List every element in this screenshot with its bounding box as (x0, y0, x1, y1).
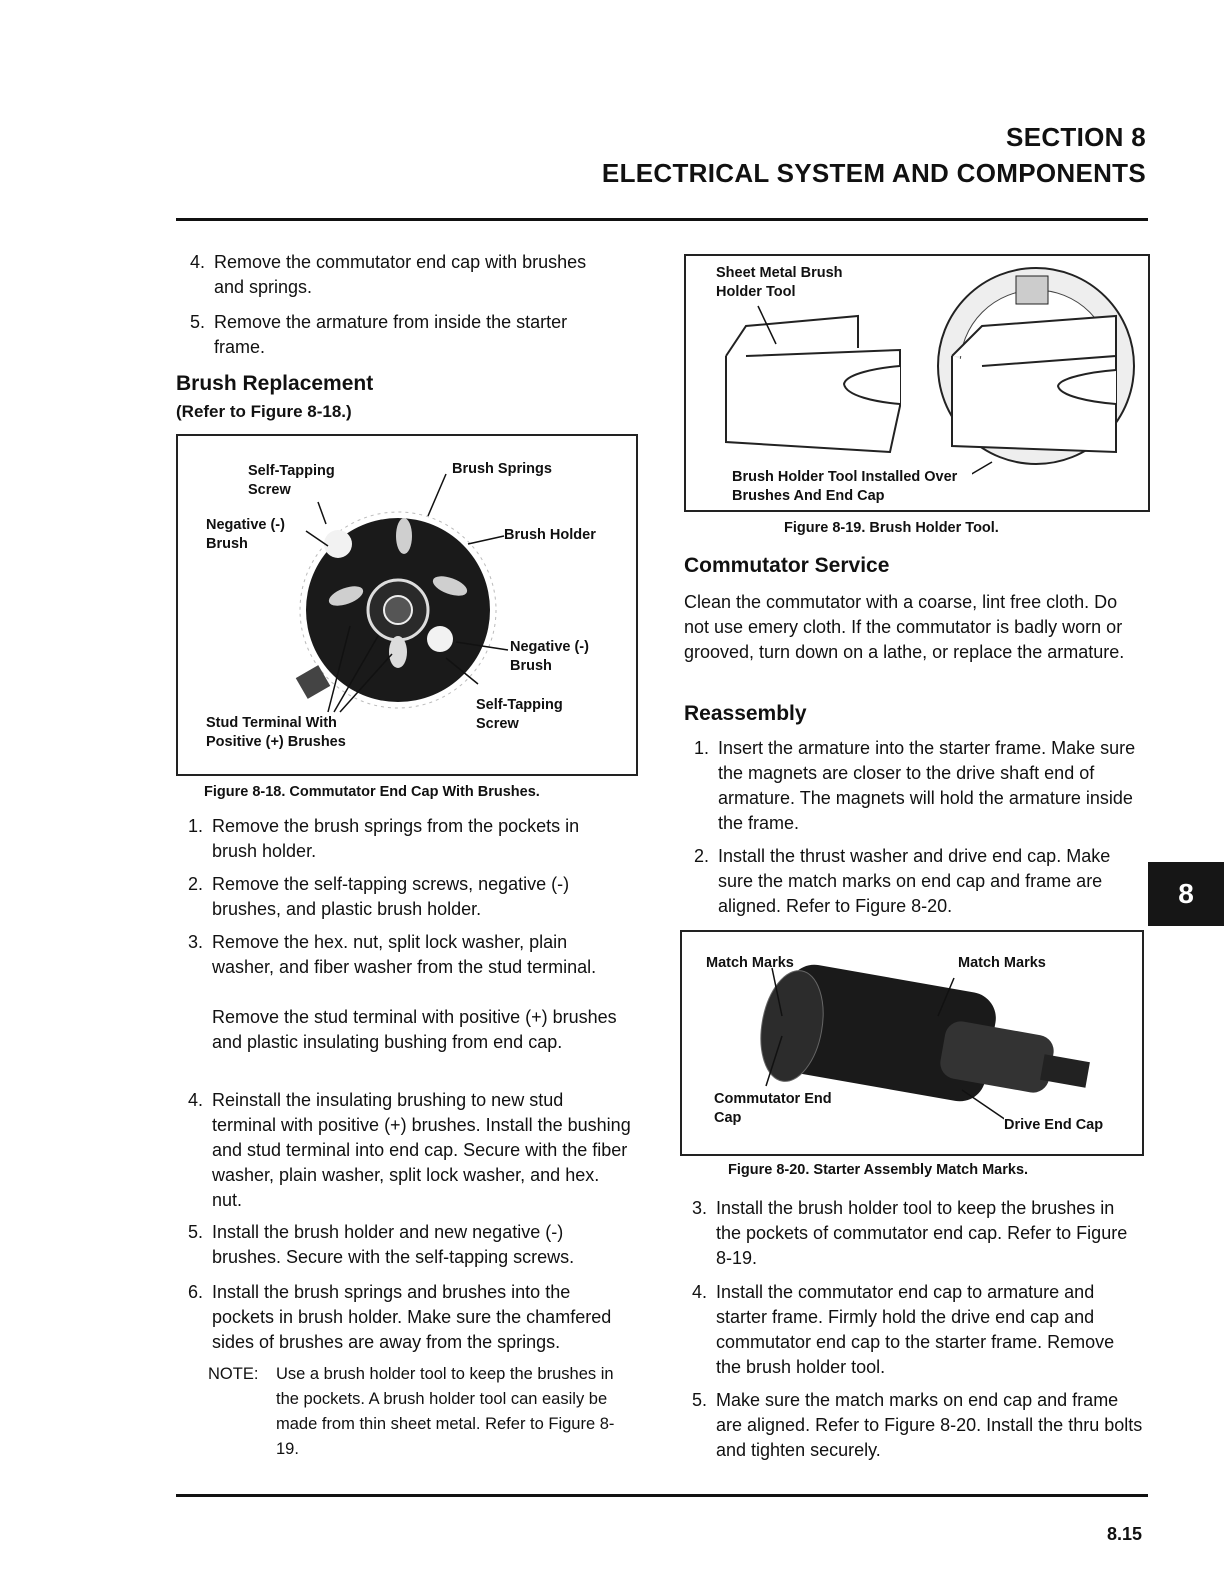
step-number: 5. (692, 1390, 708, 1410)
brush-replacement-heading: Brush Replacement (176, 372, 374, 395)
header-rule (176, 218, 1148, 221)
label-brush-springs: Brush Springs (452, 461, 552, 477)
step-text: Remove the hex. nut, split lock washer, plain washer, and fiber washer from the stud terminal. (212, 932, 597, 977)
label-match-marks-right: Match Marks (958, 955, 1046, 971)
note-text: Use a brush holder tool to keep the brushes in the pockets. A brush holder tool can easily be made from thin sheet metal. Refer to Figure 8-19. (276, 1365, 615, 1458)
label-sheet-metal-tool: Sheet Metal Brush Holder Tool (716, 265, 843, 300)
step-text: Reinstall the insulating brushing to new stud terminal with positive (+) brushes. Install the bushing and stud terminal into end cap. Secure with the fiber washer, plain washer, split lock washer, and hex. nut. (212, 1090, 631, 1210)
step-text: Install the brush holder and new negative (-) brushes. Secure with the self-tapping screws. (212, 1222, 575, 1267)
footer-rule (176, 1494, 1148, 1497)
figure-8-18 (176, 434, 638, 776)
step-text: Remove the self-tapping screws, negative (-) brushes, and plastic brush holder. (212, 874, 570, 919)
step-text: Install the brush springs and brushes into the pockets in brush holder. Make sure the chamfered sides of brushes are away from the springs. (212, 1282, 612, 1352)
step-number: 1. (188, 816, 204, 836)
label-match-marks-left: Match Marks (706, 955, 794, 971)
step-number: 1. (694, 738, 710, 758)
step-number: 2. (694, 846, 710, 866)
label-negative-brush-top: Negative (-) Brush (206, 517, 285, 552)
step-text: Remove the commutator end cap with brushes and springs. (214, 252, 587, 297)
reassembly-heading: Reassembly (684, 702, 807, 725)
step-text: Make sure the match marks on end cap and frame are aligned. Refer to Figure 8-20. Install the thru bolts and tighten securely. (716, 1390, 1143, 1460)
label-brush-holder: Brush Holder (504, 527, 596, 543)
step-number: 5. (188, 1222, 204, 1242)
step-text: Remove the stud terminal with positive (+) brushes and plastic insulating bushing from end cap. (212, 1007, 617, 1052)
commutator-service-text: Clean the commutator with a coarse, lint free cloth. Do not use emery cloth. If the commutator is badly worn or grooved, turn down on a lathe, or replace the armature. (684, 592, 1125, 662)
figure-8-18-caption: Figure 8-18. Commutator End Cap With Brushes. (204, 784, 540, 800)
label-commutator-end-cap: Commutator End Cap (714, 1090, 834, 1128)
page-number: 8.15 (1106, 1524, 1142, 1544)
commutator-service-heading: Commutator Service (684, 554, 890, 577)
step-number: 2. (188, 874, 204, 894)
figure-8-19 (684, 254, 1150, 512)
step-text: Install the brush holder tool to keep the brushes in the pockets of commutator end cap. Refer to Figure 8-19. (716, 1198, 1128, 1268)
step-text: Insert the armature into the starter frame. Make sure the magnets are closer to the drive shaft end of armature. The magnets will hold the armature inside the frame. (718, 738, 1136, 833)
step-text: Install the thrust washer and drive end cap. Make sure the match marks on end cap and frame are aligned. Refer to Figure 8-20. (718, 846, 1111, 916)
step-number: 5. (190, 312, 206, 332)
section-tab: 8 (1148, 862, 1224, 926)
step-number: 4. (188, 1090, 204, 1110)
brush-replacement-subheading: (Refer to Figure 8-18.) (176, 402, 352, 421)
figure-8-20 (680, 930, 1144, 1156)
label-drive-end-cap: Drive End Cap (1004, 1117, 1104, 1133)
section-number: SECTION 8 (1006, 122, 1146, 152)
label-self-tapping-screw-bottom: Self-Tapping Screw (476, 697, 563, 732)
step-number: 3. (188, 932, 204, 952)
label-self-tapping-screw-top: Self-Tapping Screw (248, 463, 335, 498)
step-number: 6. (188, 1282, 204, 1302)
label-negative-brush-right: Negative (-) Brush (510, 639, 589, 674)
label-tool-installed: Brush Holder Tool Installed Over Brushes And End Cap (732, 468, 972, 506)
step-text: Remove the armature from inside the starter frame. (214, 312, 568, 357)
step-number: 4. (190, 252, 206, 272)
step-number: 3. (692, 1198, 708, 1218)
step-text: Install the commutator end cap to armature and starter frame. Firmly hold the drive end cap and commutator end cap to the starter frame. Remove the brush holder tool. (716, 1282, 1115, 1377)
label-stud-terminal: Stud Terminal With Positive (+) Brushes (206, 715, 346, 750)
step-number: 4. (692, 1282, 708, 1302)
figure-8-20-caption: Figure 8-20. Starter Assembly Match Marks. (728, 1162, 1029, 1178)
section-title: ELECTRICAL SYSTEM AND COMPONENTS (601, 158, 1146, 188)
step-text: Remove the brush springs from the pockets in brush holder. (212, 816, 580, 861)
figure-8-19-caption: Figure 8-19. Brush Holder Tool. (784, 520, 999, 536)
note-label: NOTE: (208, 1365, 259, 1383)
